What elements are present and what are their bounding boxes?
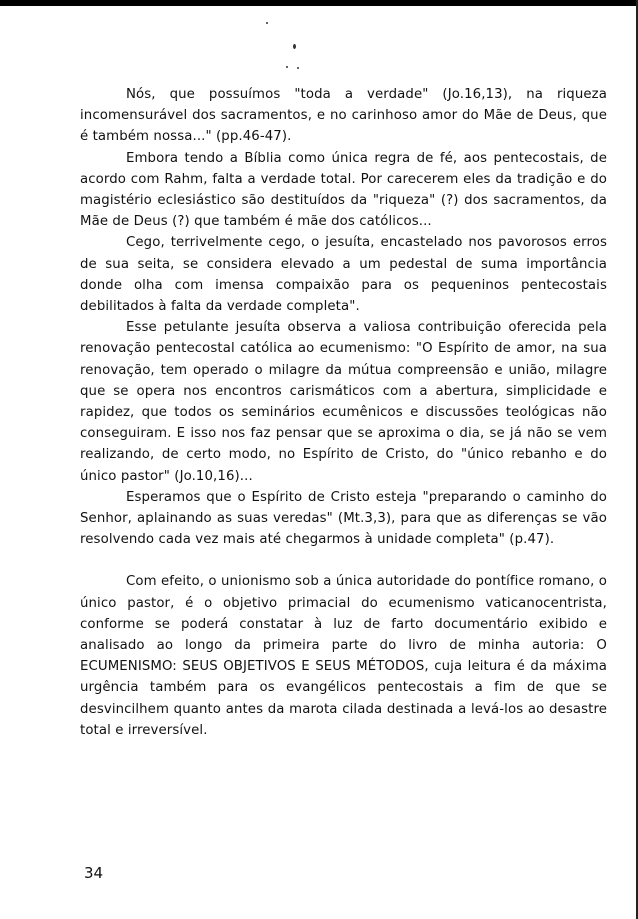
page-body [80,84,607,741]
paragraph: Esperamos que o Espírito de Cristo esteja "preparando o caminho do Senhor, aplainando as suas veredas" (Mt.3,3), para que as diferenças se vão resolvendo cada vez mais até chegarmos à unidade completa" (p.47). [80,489,607,548]
paragraph: Embora tendo a Bíblia como única regra de fé, aos pentecostais, de acordo com Rahm, falta a verdade total. Por carecerem eles da tradição e do magistério eclesiástico são destituídos da "riqueza" (?) dos sacramentos, da Mãe de Deus (?) que também é mãe dos católicos... [80,150,607,230]
paragraph: Esse petulante jesuíta observa a valiosa contribuição oferecida pela renovação pentecostal católica ao ecumenismo: "O Espírito de amor, na sua renovação, tem operado o milagre da mútua compreensão e união, milagre que se opera nos encontros carismáticos com a abertura, simplicidade e rapidez, que todos os seminários ecumênicos e discussões teológicas não conseguiram. E isso nos faz pensar que se aproxima o dia, se já não se vem realizando, de certo modo, no Espírito de Cristo, do "único rebanho e do único pastor" (Jo.10,16)... [80,320,607,484]
paragraph: Nós, que possuímos "toda a verdade" (Jo.16,13), na riqueza incomensurável dos sacramentos, e no carinhoso amor do Mãe de Deus, que é também nossa..." (pp.46-47). [80,87,607,145]
scan-speck [286,66,288,68]
paragraph: Cego, terrivelmente cego, o jesuíta, encastelado nos pavorosos erros de sua seita, se considera elevado a um pedestal de suma importância donde olha com imensa compaixão para os pequeninos pentecostais debilitados à falta da verdade completa". [80,235,607,315]
scan-speck [293,44,296,49]
scan-speck [266,22,268,24]
top-border [0,0,638,6]
paragraph: Com efeito, o unionismo sob a única autoridade do pontífice romano, o único pastor, é o objetivo primacial do ecumenismo vaticanocentrista, conforme se poderá constatar à luz de farto documentário exibido e analisado ao longo da primeira parte do livro de minha autoria: O ECUMENISMO: SEUS OBJETIVOS E SEUS MÉTODOS, cuja leitura é da máxima urgência também para os evangélicos pentecostais a fim de que se desvincilhem quanto antes da marota cilada destinada a levá-los ao desastre total e irreversível. [80,574,607,738]
page-number: 34 [84,864,104,882]
scan-speck [297,67,299,69]
